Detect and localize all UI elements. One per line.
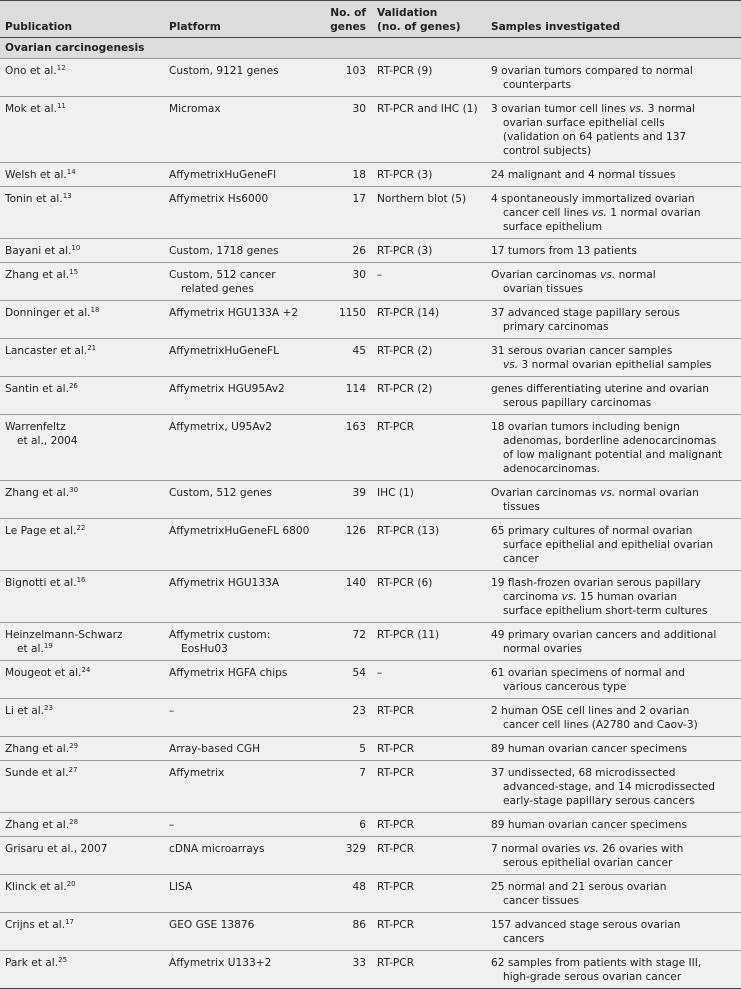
samples-cell — [486, 623, 741, 661]
samples-text: 89 human ovarian cancer specimens — [491, 743, 687, 755]
table-row — [0, 699, 741, 737]
samples-cell — [486, 415, 741, 481]
validation-cell: RT-PCR (11) — [372, 623, 486, 661]
table-row — [0, 875, 741, 913]
platform-text: Custom, 512 cancer related genes — [169, 269, 276, 295]
samples-text: 7 normal ovaries vs. 26 ovaries with serous epithelial ovarian cancer — [491, 843, 684, 869]
platform-text: GEO GSE 13876 — [169, 919, 255, 931]
platform-cell — [164, 339, 316, 377]
publication-name: Heinzelmann-Schwarz et al.$^{19}$ — [5, 629, 123, 655]
header-publication: Publication — [0, 1, 164, 38]
publication-name: Warrenfeltz et al., 2004 — [5, 421, 78, 447]
samples-text: 17 tumors from 13 patients — [491, 245, 637, 257]
table-row — [0, 913, 741, 951]
samples-cell — [486, 59, 741, 97]
platform-text: – — [169, 819, 175, 831]
publication-name: Zhang et al.$^{28}$ — [5, 818, 79, 831]
genes-cell: 30 — [316, 263, 372, 301]
platform-cell — [164, 571, 316, 623]
platform-text: Affymetrix custom: EosHu03 — [169, 629, 271, 655]
validation-cell: – — [372, 263, 486, 301]
reference-number: 22 — [76, 524, 86, 532]
platform-cell — [164, 187, 316, 239]
publication-cell — [0, 951, 164, 989]
table-row — [0, 239, 741, 263]
validation-cell: RT-PCR (9) — [372, 59, 486, 97]
validation-cell: RT-PCR — [372, 699, 486, 737]
reference-number: 10 — [71, 244, 81, 252]
platform-cell — [164, 813, 316, 837]
validation-cell: RT-PCR (3) — [372, 163, 486, 187]
genes-cell: 6 — [316, 813, 372, 837]
validation-cell: RT-PCR — [372, 415, 486, 481]
samples-text: 3 ovarian tumor cell lines vs. 3 normal ovarian surface epithelial cells (validation on 64 patients and 137 control subjects) — [491, 103, 695, 157]
reference-number: 30 — [69, 486, 79, 494]
publication-name: Mougeot et al.$^{24}$ — [5, 666, 91, 679]
platform-cell — [164, 661, 316, 699]
samples-cell — [486, 737, 741, 761]
samples-text: 62 samples from patients with stage III, high-grade serous ovarian cancer — [491, 957, 702, 983]
validation-cell: RT-PCR (3) — [372, 239, 486, 263]
section-title: Ovarian carcinogenesis — [0, 38, 741, 59]
publication-cell — [0, 761, 164, 813]
platform-cell — [164, 301, 316, 339]
platform-text: Custom, 512 genes — [169, 487, 272, 499]
validation-cell: RT-PCR (13) — [372, 519, 486, 571]
platform-text: Affymetrix, U95Av2 — [169, 421, 272, 433]
samples-text: 61 ovarian specimens of normal and various cancerous type — [491, 667, 685, 693]
validation-cell: RT-PCR (14) — [372, 301, 486, 339]
reference-number: 15 — [69, 268, 79, 276]
samples-text: 65 primary cultures of normal ovarian surface epithelial and epithelial ovarian cancer — [491, 525, 714, 565]
validation-cell: RT-PCR — [372, 813, 486, 837]
validation-cell: RT-PCR (2) — [372, 339, 486, 377]
publication-cell — [0, 623, 164, 661]
genes-cell: 163 — [316, 415, 372, 481]
publication-cell — [0, 661, 164, 699]
table-row — [0, 761, 741, 813]
samples-cell — [486, 519, 741, 571]
reference-number: 19 — [43, 642, 53, 650]
genes-cell: 329 — [316, 837, 372, 875]
publication-cell — [0, 163, 164, 187]
table-row — [0, 519, 741, 571]
platform-cell — [164, 699, 316, 737]
reference-number: 27 — [68, 766, 78, 774]
table-row — [0, 59, 741, 97]
publication-cell — [0, 913, 164, 951]
platform-text: Array-based CGH — [169, 743, 261, 755]
validation-cell: RT-PCR — [372, 837, 486, 875]
samples-cell — [486, 951, 741, 989]
table-row — [0, 661, 741, 699]
genes-cell: 103 — [316, 59, 372, 97]
publication-name: Zhang et al.$^{15}$ — [5, 268, 79, 281]
platform-text: Affymetrix Hs6000 — [169, 193, 269, 205]
samples-text: 157 advanced stage serous ovarian cancers — [491, 919, 681, 945]
table-row — [0, 481, 741, 519]
publication-cell — [0, 301, 164, 339]
platform-text: Micromax — [169, 103, 221, 115]
reference-number: 16 — [76, 576, 86, 584]
reference-number: 11 — [56, 102, 66, 110]
publication-cell — [0, 519, 164, 571]
platform-text: Affymetrix HGU95Av2 — [169, 383, 285, 395]
samples-cell — [486, 377, 741, 415]
validation-cell: RT-PCR and IHC (1) — [372, 97, 486, 163]
table-row — [0, 187, 741, 239]
samples-text: 37 undissected, 68 microdissected advanced-stage, and 14 microdissected early-stage papillary serous cancers — [491, 767, 716, 807]
reference-number: 29 — [69, 742, 79, 750]
genes-cell: 26 — [316, 239, 372, 263]
publication-name: Bignotti et al.$^{16}$ — [5, 576, 86, 589]
header-genes-line1: No. of — [330, 7, 366, 19]
platform-text: cDNA microarrays — [169, 843, 265, 855]
genes-cell: 114 — [316, 377, 372, 415]
genes-cell: 7 — [316, 761, 372, 813]
platform-cell — [164, 875, 316, 913]
platform-text: LISA — [169, 881, 193, 893]
platform-text: Affymetrix HGFA chips — [169, 667, 288, 679]
publication-name: Zhang et al.$^{29}$ — [5, 742, 79, 755]
samples-cell — [486, 913, 741, 951]
samples-text: genes differentiating uterine and ovarian serous papillary carcinomas — [491, 383, 710, 409]
publication-name: Mok et al.$^{11}$ — [5, 102, 66, 115]
publication-cell — [0, 415, 164, 481]
reference-number: 25 — [58, 956, 68, 964]
genes-cell: 17 — [316, 187, 372, 239]
section-row — [0, 38, 741, 59]
publication-name: Bayani et al.$^{10}$ — [5, 244, 81, 257]
platform-cell — [164, 481, 316, 519]
platform-cell — [164, 837, 316, 875]
samples-cell — [486, 875, 741, 913]
table-row — [0, 163, 741, 187]
publication-cell — [0, 571, 164, 623]
samples-text: 9 ovarian tumors compared to normal counterparts — [491, 65, 693, 91]
genes-cell: 86 — [316, 913, 372, 951]
publication-cell — [0, 481, 164, 519]
validation-cell: – — [372, 661, 486, 699]
publication-cell — [0, 377, 164, 415]
platform-cell — [164, 913, 316, 951]
platform-text: AffymetrixHuGeneFL 6800 — [169, 525, 310, 537]
platform-cell — [164, 951, 316, 989]
publication-name: Grisaru et al., 2007 — [5, 843, 108, 855]
platform-text: AffymetrixHuGeneFl — [169, 169, 277, 181]
header-genes-line2: genes — [330, 21, 366, 33]
header-genes — [316, 1, 372, 38]
reference-number: 21 — [87, 344, 97, 352]
platform-cell — [164, 737, 316, 761]
genes-cell: 30 — [316, 97, 372, 163]
publication-name: Sunde et al.$^{27}$ — [5, 766, 78, 779]
validation-cell: IHC (1) — [372, 481, 486, 519]
samples-text: Ovarian carcinomas vs. normal ovarian tissues — [491, 487, 699, 513]
publication-cell — [0, 837, 164, 875]
publication-cell — [0, 263, 164, 301]
publication-name: Crijns et al.$^{17}$ — [5, 918, 75, 931]
validation-cell: RT-PCR — [372, 737, 486, 761]
samples-cell — [486, 239, 741, 263]
table-row — [0, 813, 741, 837]
samples-cell — [486, 481, 741, 519]
table-header-row — [0, 1, 741, 38]
header-validation — [372, 1, 486, 38]
publication-cell — [0, 239, 164, 263]
samples-cell — [486, 339, 741, 377]
samples-text: 31 serous ovarian cancer samples vs. 3 normal ovarian epithelial samples — [491, 345, 712, 371]
platform-text: Custom, 9121 genes — [169, 65, 279, 77]
samples-cell — [486, 301, 741, 339]
publication-name: Lancaster et al.$^{21}$ — [5, 344, 97, 357]
header-samples: Samples investigated — [486, 1, 741, 38]
samples-cell — [486, 813, 741, 837]
genes-cell: 126 — [316, 519, 372, 571]
genes-cell: 39 — [316, 481, 372, 519]
table-row — [0, 301, 741, 339]
genes-cell: 23 — [316, 699, 372, 737]
reference-number: 17 — [65, 918, 75, 926]
genes-cell: 33 — [316, 951, 372, 989]
platform-cell — [164, 59, 316, 97]
platform-text: Affymetrix HGU133A +2 — [169, 307, 299, 319]
platform-cell — [164, 263, 316, 301]
samples-text: 25 normal and 21 serous ovarian cancer tissues — [491, 881, 667, 907]
genes-cell: 48 — [316, 875, 372, 913]
samples-cell — [486, 163, 741, 187]
genes-cell: 1150 — [316, 301, 372, 339]
publication-cell — [0, 59, 164, 97]
platform-text: Custom, 1718 genes — [169, 245, 279, 257]
samples-text: 18 ovarian tumors including benign adenomas, borderline adenocarcinomas of low malignant potential and malignant adenocarcinomas. — [491, 421, 723, 475]
samples-text: 19 flash-frozen ovarian serous papillary carcinoma vs. 15 human ovarian surface epithelium short-term cultures — [491, 577, 708, 617]
platform-cell — [164, 377, 316, 415]
publication-name: Zhang et al.$^{30}$ — [5, 486, 79, 499]
table-row — [0, 339, 741, 377]
publication-cell — [0, 737, 164, 761]
table-row — [0, 263, 741, 301]
samples-text: 24 malignant and 4 normal tissues — [491, 169, 676, 181]
genes-cell: 72 — [316, 623, 372, 661]
table-row — [0, 571, 741, 623]
reference-number: 18 — [90, 306, 100, 314]
publication-cell — [0, 875, 164, 913]
platform-text: Affymetrix — [169, 767, 225, 779]
genes-cell: 5 — [316, 737, 372, 761]
publication-name: Tonin et al.$^{13}$ — [5, 192, 72, 205]
platform-cell — [164, 761, 316, 813]
platform-cell — [164, 623, 316, 661]
validation-cell: RT-PCR — [372, 875, 486, 913]
samples-text: 89 human ovarian cancer specimens — [491, 819, 687, 831]
genes-cell: 18 — [316, 163, 372, 187]
platform-cell — [164, 163, 316, 187]
samples-text: 37 advanced stage papillary serous primary carcinomas — [491, 307, 680, 333]
table-row — [0, 737, 741, 761]
table-row — [0, 837, 741, 875]
genes-cell: 140 — [316, 571, 372, 623]
samples-cell — [486, 661, 741, 699]
samples-text: 2 human OSE cell lines and 2 ovarian cancer cell lines (A2780 and Caov-3) — [491, 705, 698, 731]
platform-cell — [164, 519, 316, 571]
samples-cell — [486, 837, 741, 875]
table-row — [0, 377, 741, 415]
table-body — [0, 38, 741, 989]
publication-name: Klinck et al.$^{20}$ — [5, 880, 76, 893]
samples-cell — [486, 571, 741, 623]
validation-cell: RT-PCR — [372, 951, 486, 989]
validation-cell: RT-PCR — [372, 761, 486, 813]
samples-text: 49 primary ovarian cancers and additional normal ovaries — [491, 629, 717, 655]
platform-cell — [164, 239, 316, 263]
samples-cell — [486, 699, 741, 737]
platform-cell — [164, 97, 316, 163]
samples-cell — [486, 187, 741, 239]
table-row — [0, 97, 741, 163]
reference-number: 26 — [68, 382, 78, 390]
validation-cell: Northern blot (5) — [372, 187, 486, 239]
reference-number: 23 — [44, 704, 53, 712]
reference-number: 12 — [56, 64, 66, 72]
validation-cell: RT-PCR — [372, 913, 486, 951]
genes-cell: 54 — [316, 661, 372, 699]
samples-text: 4 spontaneously immortalized ovarian cancer cell lines vs. 1 normal ovarian surface epithelium — [491, 193, 701, 233]
publication-name: Santin et al.$^{26}$ — [5, 382, 78, 395]
reference-number: 14 — [66, 168, 76, 176]
platform-text: AffymetrixHuGeneFL — [169, 345, 280, 357]
header-validation-line1: Validation — [377, 7, 438, 19]
platform-cell — [164, 415, 316, 481]
publication-name: Li et al.$^{23}$ — [5, 704, 53, 717]
publication-cell — [0, 187, 164, 239]
publication-cell — [0, 97, 164, 163]
reference-number: 13 — [62, 192, 72, 200]
reference-number: 28 — [69, 818, 79, 826]
header-platform: Platform — [164, 1, 316, 38]
samples-cell — [486, 761, 741, 813]
platform-text: – — [169, 705, 175, 717]
table-row — [0, 415, 741, 481]
publication-cell — [0, 699, 164, 737]
header-validation-line2: (no. of genes) — [377, 21, 461, 33]
validation-cell: RT-PCR (6) — [372, 571, 486, 623]
reference-number: 20 — [66, 880, 76, 888]
publication-name: Park et al.$^{25}$ — [5, 956, 68, 969]
publication-cell — [0, 339, 164, 377]
samples-cell — [486, 97, 741, 163]
publication-name: Le Page et al.$^{22}$ — [5, 524, 86, 537]
table-row — [0, 951, 741, 989]
platform-text: Affymetrix U133+2 — [169, 957, 272, 969]
validation-cell: RT-PCR (2) — [372, 377, 486, 415]
platform-text: Affymetrix HGU133A — [169, 577, 280, 589]
publication-name: Ono et al.$^{12}$ — [5, 64, 66, 77]
table-row — [0, 623, 741, 661]
publication-name: Welsh et al.$^{14}$ — [5, 168, 76, 181]
publication-name: Donninger et al.$^{18}$ — [5, 306, 100, 319]
samples-text: Ovarian carcinomas vs. normal ovarian tissues — [491, 269, 656, 295]
genes-cell: 45 — [316, 339, 372, 377]
samples-cell — [486, 263, 741, 301]
reference-number: 24 — [81, 666, 91, 674]
publication-cell — [0, 813, 164, 837]
